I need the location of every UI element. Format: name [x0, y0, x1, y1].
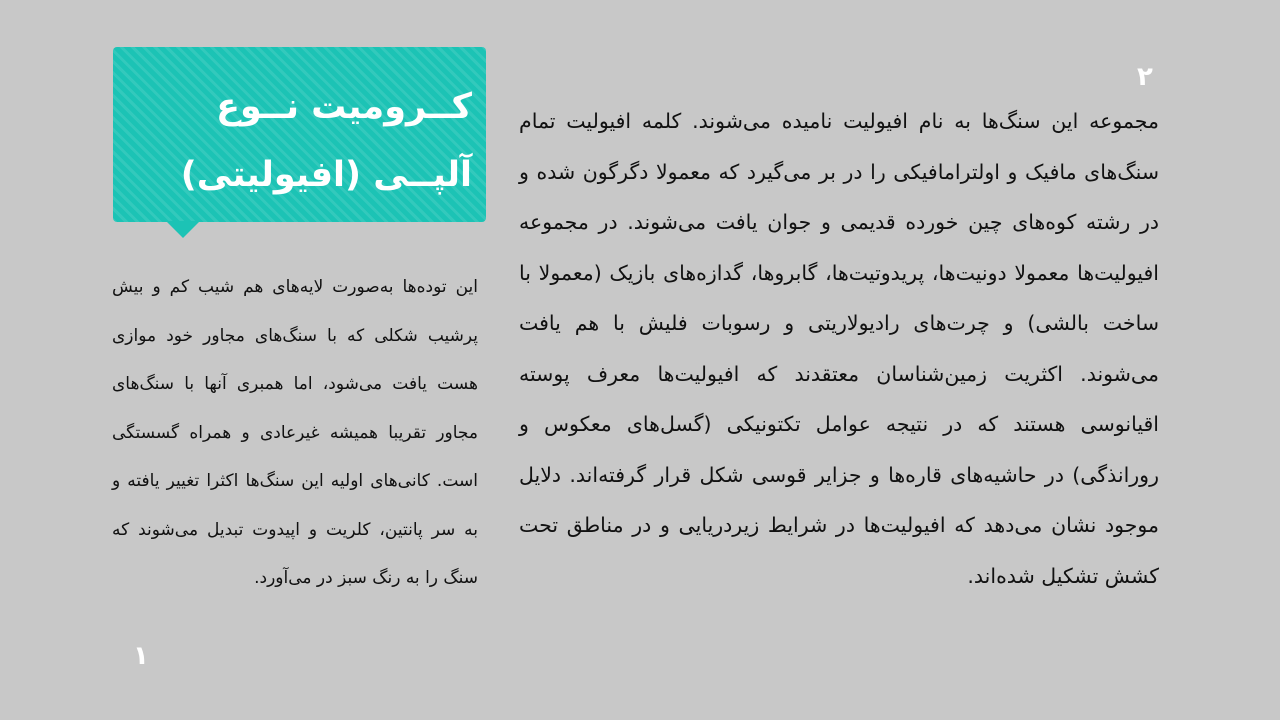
- left-column-paragraph: این توده‌ها به‌صورت لایه‌های هم شیب کم و بیش پرشیب شکلی که با سنگ‌های مجاور خود موازی هست یافت می‌شود، اما همبری آنها با سنگ‌های مجاور تقریبا همیشه غیرعادی و همراه گسستگی است. کانی‌های اولیه این سنگ‌ها اکثرا تغییر یافته و به سر پانتین، کلریت و اپیدوت تبدیل می‌شوند که سنگ را به رنگ سبز در می‌آورد.: [112, 277, 478, 588]
- title-box-pointer: [166, 221, 200, 238]
- title-box: [113, 47, 486, 222]
- page-number-left: ۱: [133, 641, 149, 671]
- right-column-paragraph: مجموعه این سنگ‌ها به نام افیولیت نامیده می‌شوند. کلمه افیولیت تمام سنگ‌های مافیک و اولترامافیکی را در بر می‌گیرد که معمولا دگرگون شده و در رشته کوه‌های چین خورده قدیمی و جوان یافت می‌شوند. در مجموعه افیولیت‌ها معمولا دونیت‌ها، پریدوتیت‌ها، گابروها، گدازه‌های بازیک (معمولا با ساخت بالشی) و چرت‌های رادیولاریتی و رسوبات فلیش با هم یافت می‌شوند. اکثریت زمین‌شناسان معتقدند که افیولیت‌ها معرف پوسته اقیانوسی هستند که در نتیجه عوامل تکتونیکی (گسل‌های معکوس و رورانذگی) در حاشیه‌های قاره‌ها و جزایر قوسی شکل قرار گرفته‌اند. دلایل موجود نشان می‌دهد که افیولیت‌ها در شرایط زیردریایی و در مناطق تحت کشش تشکیل شده‌اند.: [519, 109, 1159, 588]
- slide-title: کــرومیت نــوع آلپــی (افیولیتی): [180, 87, 472, 195]
- page-number-right: ۲: [1137, 62, 1153, 92]
